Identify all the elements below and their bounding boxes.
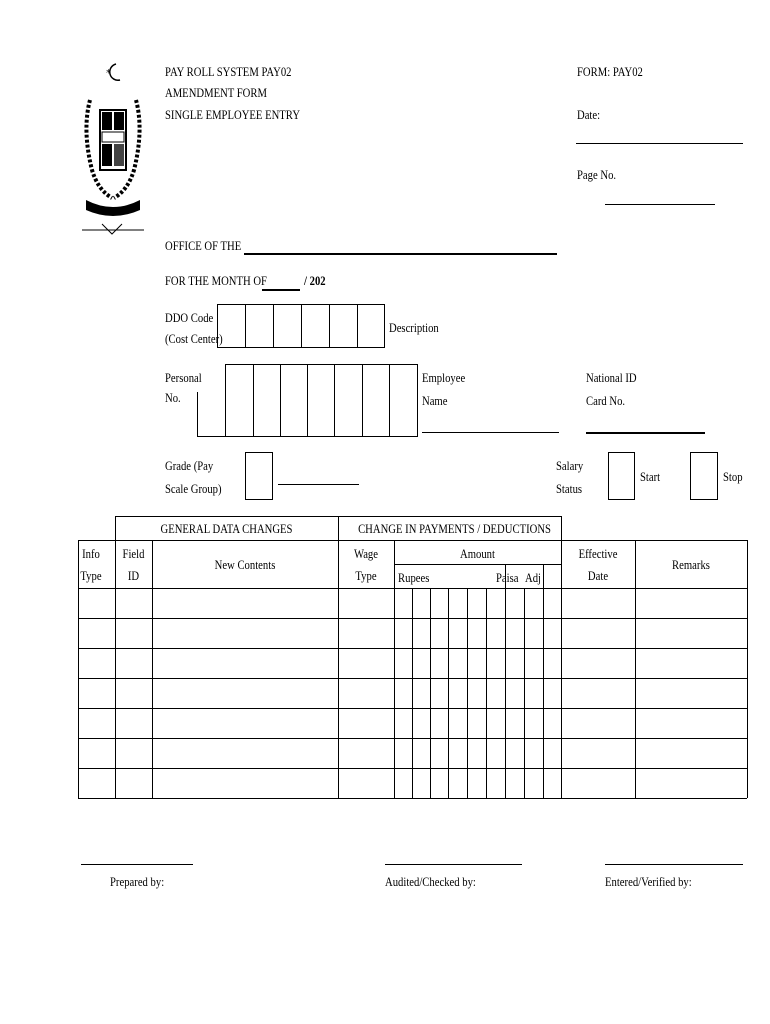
- effective-date-header-2: Date: [587, 568, 609, 583]
- salary-label2: Status: [556, 481, 583, 496]
- field-id-header-2: ID: [127, 568, 140, 583]
- new-contents-header: New Contents: [214, 557, 276, 572]
- date-label: Date:: [577, 107, 601, 122]
- amount-header: Amount: [460, 546, 495, 561]
- personal-label1: Personal: [165, 370, 202, 385]
- payment-header: CHANGE IN PAYMENTS / DEDUCTIONS: [358, 521, 551, 536]
- personal-label2: No.: [165, 390, 181, 405]
- date-line[interactable]: [576, 143, 743, 144]
- start-label: Start: [640, 469, 661, 484]
- field-id-header-1: Field: [122, 546, 145, 561]
- wage-type-header-2: Type: [355, 568, 377, 583]
- national-id-line[interactable]: [586, 432, 705, 434]
- salary-start-box[interactable]: [608, 452, 635, 500]
- page-line[interactable]: [605, 204, 715, 205]
- page-label: Page No.: [577, 167, 617, 182]
- grade-box[interactable]: [245, 452, 273, 500]
- national-id-label2: Card No.: [586, 393, 626, 408]
- year-label: / 202: [304, 273, 326, 288]
- grade-line[interactable]: [278, 484, 359, 485]
- government-emblem: [80, 60, 146, 238]
- effective-date-header-1: Effective: [578, 546, 618, 561]
- prepared-by-line[interactable]: [81, 864, 193, 865]
- paisa-header: Paisa: [496, 570, 519, 585]
- header-line2: AMENDMENT FORM: [165, 85, 267, 100]
- entered-by-label: Entered/Verified by:: [605, 874, 692, 889]
- form-code: FORM: PAY02: [577, 64, 643, 79]
- general-data-header: GENERAL DATA CHANGES: [160, 521, 293, 536]
- audited-by-label: Audited/Checked by:: [385, 874, 476, 889]
- info-type-header-2: Type: [80, 568, 102, 583]
- office-label: OFFICE OF THE: [165, 238, 242, 253]
- grade-label2: Scale Group): [165, 481, 222, 496]
- entered-by-line[interactable]: [605, 864, 743, 865]
- stop-label: Stop: [723, 469, 743, 484]
- salary-label1: Salary: [556, 458, 584, 473]
- adj-header: Adj: [525, 570, 541, 585]
- wage-type-header-1: Wage: [353, 546, 379, 561]
- month-label: FOR THE MONTH OF: [165, 273, 267, 288]
- rupees-header: Rupees: [398, 570, 430, 585]
- office-line[interactable]: [244, 253, 557, 255]
- header-line3: SINGLE EMPLOYEE ENTRY: [165, 107, 301, 122]
- ddo-label2: (Cost Center): [165, 331, 223, 346]
- audited-by-line[interactable]: [385, 864, 522, 865]
- month-line[interactable]: [262, 289, 300, 291]
- national-id-label1: National ID: [586, 370, 637, 385]
- remarks-header: Remarks: [672, 557, 710, 572]
- info-type-header-1: Info: [82, 546, 100, 561]
- prepared-by-label: Prepared by:: [110, 874, 165, 889]
- salary-stop-box[interactable]: [690, 452, 718, 500]
- header-line1: PAY ROLL SYSTEM PAY02: [165, 64, 292, 79]
- employee-label2: Name: [422, 393, 448, 408]
- employee-label1: Employee: [422, 370, 466, 385]
- svg-text:*: *: [106, 68, 111, 79]
- ddo-label1: DDO Code: [165, 310, 214, 325]
- employee-name-line[interactable]: [422, 432, 559, 433]
- description-label: Description: [389, 320, 439, 335]
- grade-label1: Grade (Pay: [165, 458, 214, 473]
